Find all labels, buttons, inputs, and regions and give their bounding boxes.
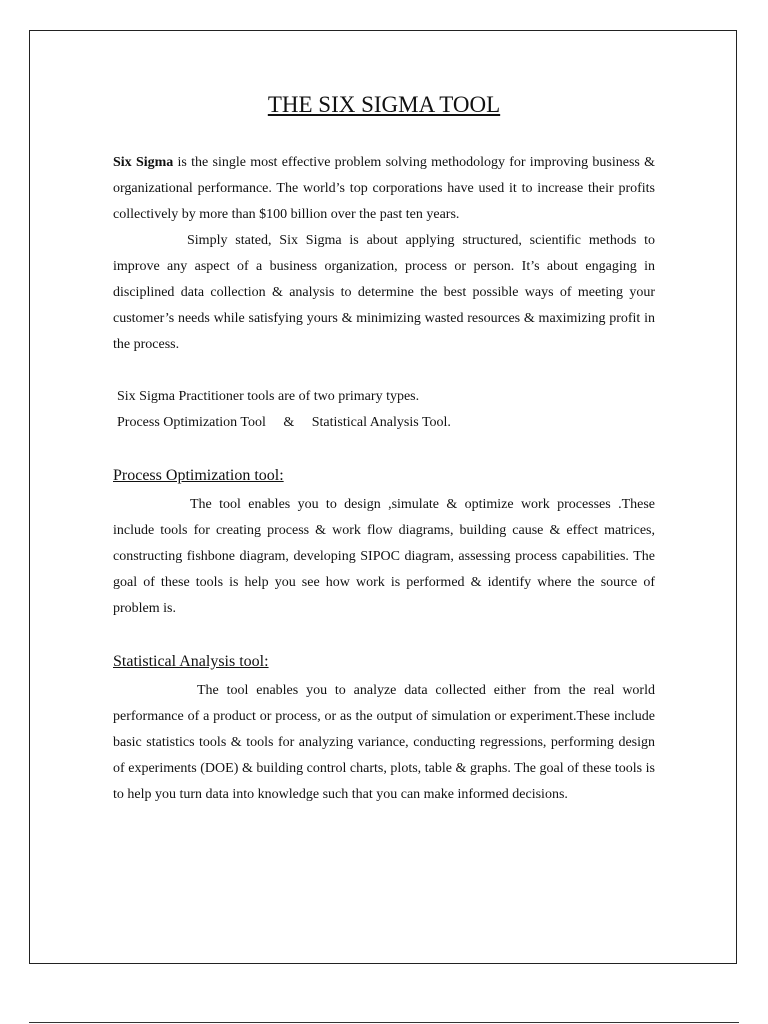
tool-types-intro: Six Sigma Practitioner tools are of two primary types. (117, 389, 420, 404)
page-bottom-divider (29, 1022, 739, 1023)
section-body-process-optimization: The tool enables you to design ,simulate & optimize work processes .These include tools for creating process & work flow diagrams, building cause & effect matrices, constructing fishbone diagram, developing SIPOC diagram, assessing process capabilities. The goal of these tools is help you see how work is performed & identify where the source of problem is. (113, 497, 655, 616)
intro-lead-term: Six Sigma (113, 155, 174, 170)
tool-types-list: Process Optimization Tool & Statistical Analysis Tool. (117, 415, 451, 430)
intro-paragraph (113, 150, 655, 228)
intro-text: is the single most effective problem solving methodology for improving business & organizational performance. The world’s top corporations have used it to increase their profits collectively by more than $100 billion over the past ten years. (113, 155, 656, 222)
definition-paragraph: Simply stated, Six Sigma is about applying structured, scientific methods to improve any aspect of a business organization, process or person. It’s about engaging in disciplined data collection & analysis to determine the best possible ways of meeting your customer’s needs while satisfying yours & minimizing wasted resources & maximizing profit in the process. (113, 233, 655, 352)
section-heading-process-optimization: Process Optimization tool: (113, 467, 284, 484)
page-title: THE SIX SIGMA TOOL (267, 92, 501, 117)
section-heading-statistical-analysis: Statistical Analysis tool: (113, 653, 269, 670)
section-body-statistical-analysis: The tool enables you to analyze data collected either from the real world performance of a product or process, or as the output of simulation or experiment.These include basic statistics tools & tools for analyzing variance, conducting regressions, performing design of experiments (DOE) & building control charts, plots, table & graphs. The goal of these tools is to help you turn data into knowledge such that you can make informed decisions. (113, 683, 655, 802)
